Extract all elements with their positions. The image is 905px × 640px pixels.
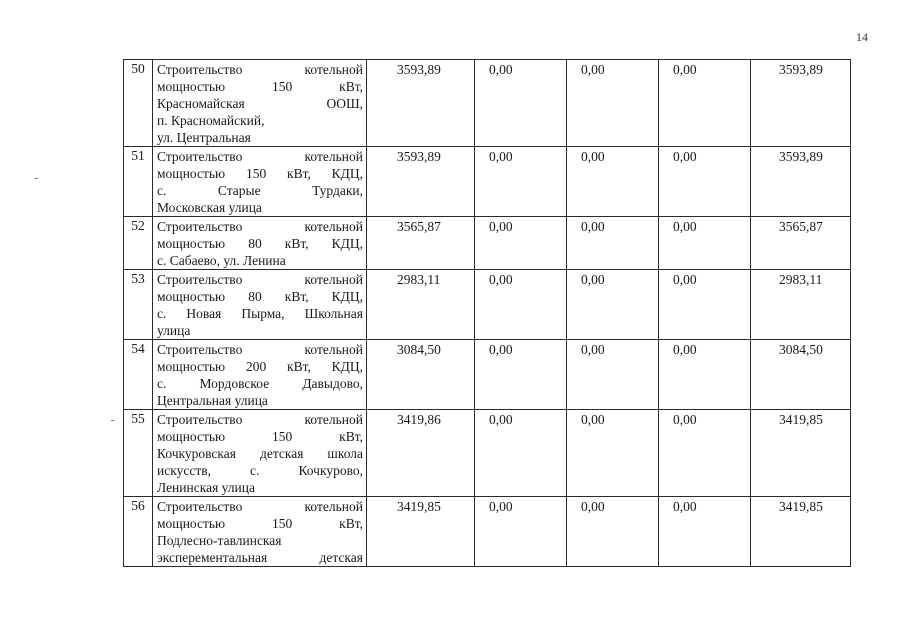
row-number: 54 [124,340,153,410]
row-description [153,410,367,497]
description-line: Строительство котельной [157,342,363,357]
description-line: Строительство котельной [157,412,363,427]
description-line: Строительство котельной [157,499,363,514]
value-cell-2: 0,00 [475,60,567,147]
description-line: Центральная улица [157,393,268,408]
value-cell-4: 0,00 [659,60,751,147]
table-body [124,60,851,567]
row-description [153,497,367,567]
value-cell-4: 0,00 [659,147,751,217]
value-cell-3: 0,00 [567,340,659,410]
row-number: 50 [124,60,153,147]
value-cell-5: 3565,87 [751,217,851,270]
page-number: 14 [856,30,868,44]
value-cell-5: 3084,50 [751,340,851,410]
description-line: Московская улица [157,200,262,215]
value-cell-2: 0,00 [475,147,567,217]
scan-mark [111,420,114,421]
value-cell-5: 3419,85 [751,497,851,567]
value-cell-4: 0,00 [659,497,751,567]
description-line: мощностью 80 кВт, КДЦ, [157,289,363,304]
value-cell-4: 0,00 [659,217,751,270]
value-cell-4: 0,00 [659,410,751,497]
description-line: Подлесно-тавлинская [157,533,282,548]
description-line: Строительство котельной [157,149,363,164]
value-cell-2: 0,00 [475,410,567,497]
description-line: мощностью 150 кВт, [157,79,363,94]
row-description [153,340,367,410]
table-row [124,340,851,410]
table-row [124,147,851,217]
description-line: с. Сабаево, ул. Ленина [157,253,286,268]
row-description [153,270,367,340]
row-number: 51 [124,147,153,217]
row-number: 55 [124,410,153,497]
value-cell-5: 3593,89 [751,147,851,217]
value-cell-3: 0,00 [567,217,659,270]
row-number: 52 [124,217,153,270]
description-line: ул. Центральная [157,130,251,145]
description-line: с. Мордовское Давыдово, [157,376,363,391]
value-cell-3: 0,00 [567,410,659,497]
value-cell-1: 2983,11 [367,270,475,340]
description-line: Красномайская ООШ, [157,96,363,111]
value-cell-4: 0,00 [659,270,751,340]
scan-mark [35,178,38,179]
value-cell-3: 0,00 [567,497,659,567]
description-line: мощностью 150 кВт, [157,429,363,444]
value-cell-1: 3419,86 [367,410,475,497]
description-line: Строительство котельной [157,62,363,77]
description-line: мощностью 200 кВт, КДЦ, [157,359,363,374]
value-cell-1: 3084,50 [367,340,475,410]
row-description [153,60,367,147]
value-cell-5: 3419,85 [751,410,851,497]
value-cell-3: 0,00 [567,147,659,217]
value-cell-5: 3593,89 [751,60,851,147]
value-cell-2: 0,00 [475,270,567,340]
description-line: искусств, с. Кочкурово, [157,463,363,478]
value-cell-1: 3593,89 [367,60,475,147]
description-line: Кочкуровская детская школа [157,446,363,461]
row-number: 53 [124,270,153,340]
table-row [124,60,851,147]
description-line: п. Красномайский, [157,113,265,128]
value-cell-1: 3565,87 [367,217,475,270]
description-line: эксперементальная детская [157,550,363,565]
value-cell-3: 0,00 [567,60,659,147]
description-line: улица [157,323,191,338]
row-number: 56 [124,497,153,567]
value-cell-4: 0,00 [659,340,751,410]
description-line: мощностью 80 кВт, КДЦ, [157,236,363,251]
description-line: Строительство котельной [157,272,363,287]
table-row [124,217,851,270]
construction-table [123,59,851,567]
description-line: Ленинская улица [157,480,255,495]
value-cell-5: 2983,11 [751,270,851,340]
value-cell-2: 0,00 [475,217,567,270]
value-cell-3: 0,00 [567,270,659,340]
description-line: мощностью 150 кВт, КДЦ, [157,166,363,181]
description-line: мощностью 150 кВт, [157,516,363,531]
value-cell-1: 3593,89 [367,147,475,217]
table-row [124,497,851,567]
description-line: с. Старые Турдаки, [157,183,363,198]
value-cell-2: 0,00 [475,497,567,567]
table-row [124,270,851,340]
description-line: с. Новая Пырма, Школьная [157,306,363,321]
value-cell-2: 0,00 [475,340,567,410]
description-line: Строительство котельной [157,219,363,234]
table-row [124,410,851,497]
row-description [153,147,367,217]
value-cell-1: 3419,85 [367,497,475,567]
row-description [153,217,367,270]
